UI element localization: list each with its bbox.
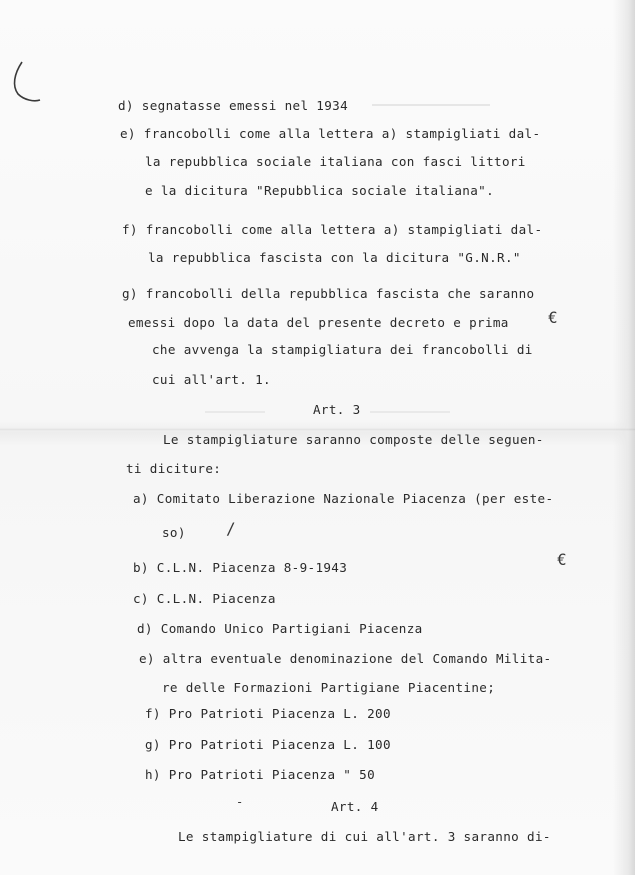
text-line: re delle Formazioni Partigiane Piacentine; <box>162 680 496 695</box>
text-line: e) francobolli come alla lettera a) stampigliati dal- <box>120 126 541 141</box>
text-line: a) Comitato Liberazione Nazionale Piacenza (per este- <box>133 491 554 506</box>
text-line: so) <box>162 525 186 540</box>
text-line: c) C.L.N. Piacenza <box>133 591 276 606</box>
text-line: la repubblica fascista con la dicitura "G.N.R." <box>148 250 521 265</box>
text-line: Le stampigliature di cui all'art. 3 saranno di- <box>178 829 551 844</box>
page-edge-shadow <box>613 0 635 875</box>
ink-smudge <box>205 411 265 413</box>
section-heading: Art. 4 <box>331 799 379 814</box>
ink-smudge <box>370 411 450 413</box>
ink-stroke-mark: / <box>226 519 236 538</box>
text-line: che avvenga la stampigliatura dei francobolli di <box>152 342 533 357</box>
text-line: e) altra eventuale denominazione del Comando Milita- <box>139 651 552 666</box>
ink-stroke-mark: € <box>557 550 567 569</box>
text-line: la repubblica sociale italiana con fasci littori <box>145 154 526 169</box>
text-line: b) C.L.N. Piacenza 8-9-1943 <box>133 560 348 575</box>
margin-bracket-mark <box>8 60 42 104</box>
text-line: d) Comando Unico Partigiani Piacenza <box>137 621 423 636</box>
ink-dash-mark: - <box>236 795 244 809</box>
text-line: Le stampigliature saranno composte delle seguen- <box>163 432 544 447</box>
text-line: f) Pro Patrioti Piacenza L. 200 <box>145 706 391 721</box>
text-line: h) Pro Patrioti Piacenza " 50 <box>145 767 376 782</box>
text-line: e la dicitura "Repubblica sociale italiana". <box>145 183 495 198</box>
section-heading: Art. 3 <box>313 402 361 417</box>
ink-stroke-mark: € <box>548 308 558 327</box>
text-line: f) francobolli come alla lettera a) stampigliati dal- <box>122 222 543 237</box>
text-line: emessi dopo la data del presente decreto e prima <box>128 315 509 330</box>
text-line: g) Pro Patrioti Piacenza L. 100 <box>145 737 391 752</box>
ink-smudge <box>372 104 490 106</box>
text-line: ti diciture: <box>126 461 222 476</box>
text-line: g) francobolli della repubblica fascista che saranno <box>122 286 535 301</box>
text-line: d) segnatasse emessi nel 1934 <box>118 98 349 113</box>
text-line: cui all'art. 1. <box>152 372 271 387</box>
paper-fold <box>0 428 635 431</box>
